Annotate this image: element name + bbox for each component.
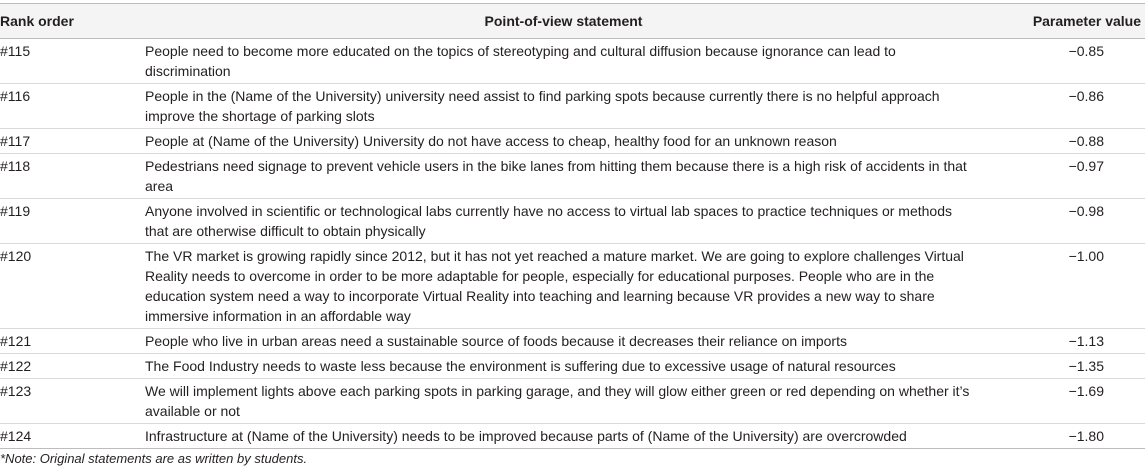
table-row xyxy=(0,84,1145,129)
table-row xyxy=(0,39,1145,84)
value-cell: −0.98 xyxy=(982,199,1145,244)
value-cell: −1.35 xyxy=(982,354,1145,379)
rank-cell: #123 xyxy=(0,379,145,424)
value-cell: −0.88 xyxy=(982,129,1145,154)
value-cell: −0.85 xyxy=(982,39,1145,84)
table-row xyxy=(0,329,1145,354)
table-body xyxy=(0,39,1145,449)
statement-cell: Anyone involved in scientific or technological labs currently have no access to virtual lab spaces to practice techniques or methods that are otherwise difficult to obtain physically xyxy=(145,199,982,244)
table-row xyxy=(0,199,1145,244)
value-cell: −0.86 xyxy=(982,84,1145,129)
statement-cell: The VR market is growing rapidly since 2012, but it has not yet reached a mature market. We are going to explore challenges Virtual Reality needs to overcome in order to be more adaptable for people, especially for educational purposes. People who are in the education system need a way to incorporate Virtual Reality into teaching and learning because VR provides a new way to share immersive information in an affordable way xyxy=(145,244,982,329)
table-row xyxy=(0,354,1145,379)
rank-cell: #118 xyxy=(0,154,145,199)
rank-cell: #122 xyxy=(0,354,145,379)
statement-cell: People who live in urban areas need a sustainable source of foods because it decreases their reliance on imports xyxy=(145,329,982,354)
header-row xyxy=(0,4,1145,39)
rank-cell: #121 xyxy=(0,329,145,354)
statement-cell: The Food Industry needs to waste less because the environment is suffering due to excessive usage of natural resources xyxy=(145,354,982,379)
rank-cell: #115 xyxy=(0,39,145,84)
header-point-of-view-statement: Point-of-view statement xyxy=(145,4,982,39)
value-cell: −1.00 xyxy=(982,244,1145,329)
value-cell: −1.13 xyxy=(982,329,1145,354)
header-parameter-value: Parameter value xyxy=(982,4,1145,39)
header-rank-order: Rank order xyxy=(0,4,145,39)
rank-cell: #124 xyxy=(0,424,145,449)
table-header xyxy=(0,4,1145,39)
value-cell: −1.69 xyxy=(982,379,1145,424)
statement-cell: Pedestrians need signage to prevent vehicle users in the bike lanes from hitting them because there is a high risk of accidents in that area xyxy=(145,154,982,199)
table-row xyxy=(0,129,1145,154)
statement-cell: People at (Name of the University) University do not have access to cheap, healthy food for an unknown reason xyxy=(145,129,982,154)
table-row xyxy=(0,424,1145,449)
statement-cell: People need to become more educated on the topics of stereotyping and cultural diffusion because ignorance can lead to discrimination xyxy=(145,39,982,84)
value-cell: −0.97 xyxy=(982,154,1145,199)
rank-cell: #119 xyxy=(0,199,145,244)
statement-cell: We will implement lights above each parking spots in parking garage, and they will glow either green or red depending on whether it’s available or not xyxy=(145,379,982,424)
table-row xyxy=(0,379,1145,424)
statement-cell: People in the (Name of the University) university need assist to find parking spots because currently there is no helpful approach improve the shortage of parking slots xyxy=(145,84,982,129)
rank-cell: #120 xyxy=(0,244,145,329)
table-footnote: *Note: Original statements are as written by students. xyxy=(0,451,308,466)
statements-table xyxy=(0,3,1145,449)
statement-cell: Infrastructure at (Name of the University) needs to be improved because parts of (Name of the University) are overcrowded xyxy=(145,424,982,449)
rank-cell: #116 xyxy=(0,84,145,129)
value-cell: −1.80 xyxy=(982,424,1145,449)
table-row xyxy=(0,154,1145,199)
table-row xyxy=(0,244,1145,329)
rank-cell: #117 xyxy=(0,129,145,154)
